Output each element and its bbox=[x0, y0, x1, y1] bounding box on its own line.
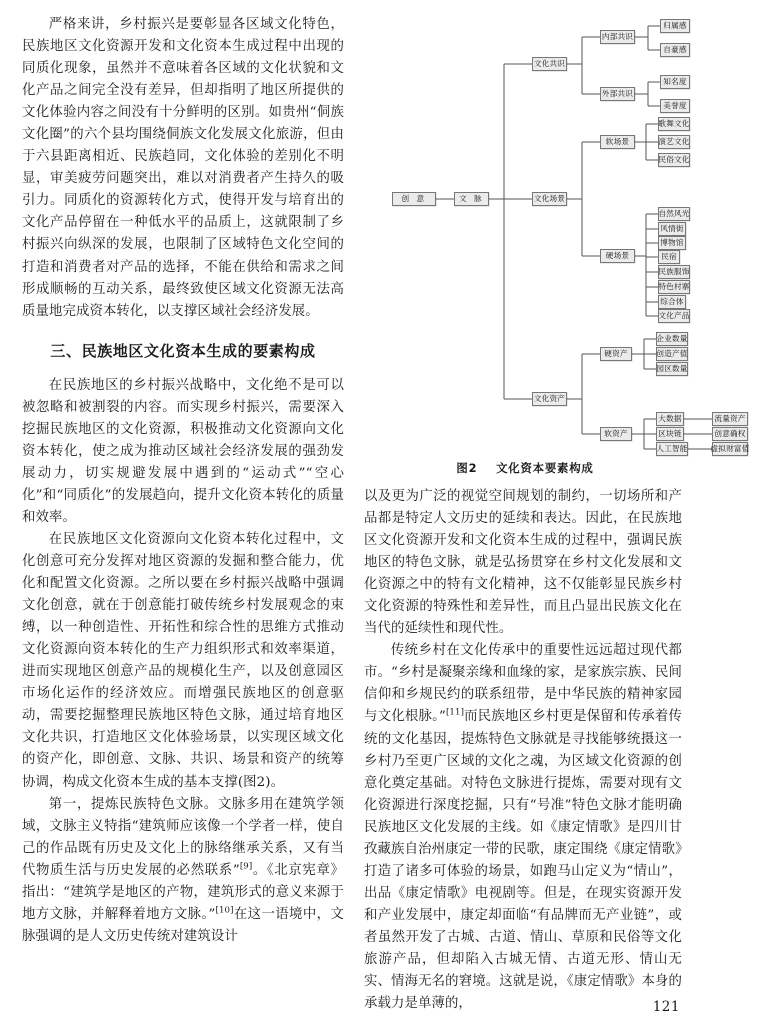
leaf-natural-scenery: 自然风光 bbox=[658, 207, 690, 221]
leaf-pride: 自豪感 bbox=[660, 43, 690, 57]
leaf-featured-village: 特色村寨 bbox=[658, 280, 690, 294]
node-root: 创 意 bbox=[392, 192, 436, 206]
leaf-cultural-product: 文化产品 bbox=[658, 309, 690, 323]
left-column bbox=[22, 14, 352, 1011]
leaf-performance-culture: 演艺文化 bbox=[658, 135, 690, 149]
node-branch-cultural-asset: 文化资产 bbox=[532, 392, 567, 406]
leaf-park-count: 园区数量 bbox=[656, 362, 688, 376]
paragraph-section-1: 在民族地区的乡村振兴战略中，文化绝不是可以被忽略和被割裂的内容。而实现乡村振兴，需要深入挖掘民族地区的文化资源，积极推动文化资源向文化资本转化，使之成为推动区域社会经济发展的强劲发展动力，切实规避发展中遇到的“运动式”“空心化”和“同质化”的发展趋向，提升文化资本转化的质量和效率。 bbox=[22, 377, 344, 525]
leaf-folk-street: 风情街 bbox=[658, 222, 686, 236]
figure-connector-lines bbox=[360, 14, 760, 454]
paragraph-right-2 bbox=[364, 640, 682, 1015]
figure-caption-label: 图2 bbox=[456, 461, 478, 475]
paragraph-part-1: 第一，提炼民族特色文脉。文脉多用在建筑学领域，文脉主义特指“建筑师应该像一个学者一样，使自己的作品既有历史及文化上的脉络继承关系，又有当代物质生活与历史发展的必然联系” bbox=[22, 796, 344, 878]
node-branch-cultural-scene: 文化场景 bbox=[532, 192, 567, 206]
two-column-layout bbox=[22, 14, 750, 1012]
page-number: 121 bbox=[652, 999, 680, 1015]
leaf-complex: 综合体 bbox=[658, 295, 686, 309]
reference-marker-9: [9] bbox=[239, 861, 253, 872]
node-soft-asset: 软资产 bbox=[600, 427, 632, 441]
leaf-big-data: 大数据 bbox=[656, 412, 684, 426]
leaf-output-value: 创造产值 bbox=[656, 347, 688, 361]
node-internal-consensus: 内部共识 bbox=[600, 30, 635, 44]
paragraph-section-2: 在民族地区文化资源向文化资本转化过程中，文化创意可充分发挥对地区资源的发掘和整合能力，优化和配置文化资源。之所以要在乡村振兴战略中强调文化创意，就在于创意能打破传统乡村发展观念的束缚，以一种创造性、开拓性和综合性的思维方式推动文化资源向资本转化的生产力组织形式和效率渠道，进而实现地区创意产品的规模化生产，以及创意园区市场化运作的经济效应。而增强民族地区的创意驱动，需要挖掘整理民族地区特色文脉，通过培育地区文化共识，打造地区文化体验场景，以实现区域文化的资产化，即创意、文脉、共识、场景和资产的统筹协调，构成文化资本生成的基本支撑(图2)。 bbox=[22, 531, 344, 790]
paragraph-section-3 bbox=[22, 794, 344, 948]
leaf-creative-right: 创意确权 bbox=[712, 427, 748, 441]
leaf-virtual-wealth: 虚拟财富值 bbox=[712, 442, 748, 456]
leaf-dance-culture: 歌舞文化 bbox=[658, 117, 690, 131]
node-external-consensus: 外部共识 bbox=[600, 87, 635, 101]
reference-marker-10: [10] bbox=[215, 905, 234, 916]
right-column bbox=[352, 14, 750, 1012]
node-hard-scene: 硬场景 bbox=[600, 249, 635, 263]
leaf-belonging: 归属感 bbox=[660, 19, 690, 33]
paragraph-intro: 严格来讲，乡村振兴是要彰显各区域文化特色，民族地区文化资源开发和文化资本生成过程中出现的同质化现象，虽然并不意味着各区域的文化状貌和文化产品之间完全没有差异，但却指明了地区所提供的文化体验内容之间没有十分鲜明的区别。如贵州“侗族文化圈”的六个县均围绕侗族文化发展文化旅游，但由于六县距离相近、民族趋同，文化体验的差别化不明显，审美疲劳问题突出，难以对消费者产生持久的吸引力。同质化的资源转化方式，使得开发与培育出的文化产品停留在一种低水平的品质上，这就限制了乡村振兴向纵深的发展，也限制了区域特色文化空间的打造和消费者对产品的选择，不能在供给和需求之间形成顺畅的互动关系，最终致使区域文化资源无法高质量地完成资本转化，以支撑区域社会经济发展。 bbox=[22, 17, 344, 319]
leaf-homestay: 民宿 bbox=[658, 250, 680, 264]
paragraph-right-part-2: 而民族地区乡村更是保留和传承着传统的文化基因，提炼特色文脉就是寻找能够统摄这一乡村乃至更广区域的文化之魂，为区域文化资源的创意化奠定基础。对特色文脉进行提炼，需要对现有文化资源进行深度挖掘，只有“号准”特色文脉才能明确民族地区文化发展的主线。如《康定情歌》是四川甘孜藏族自治州康定一带的民歌，康定围绕《康定情歌》打造了诸多可体验的场景，如跑马山定义为“情山”，出品《康定情歌》电视剧等。但是，在现实资源开发和产业发展中，康定却面临“有品牌而无产业链”，或者虽然开发了古城、古道、情山、草原和民俗等文化旅游产品，但却陷入古城无情、古道无形、情山无实、情海无名的窘境。这就是说，《康定情歌》本身的承载力是单薄的， bbox=[364, 709, 682, 1012]
figure-cultural-capital-elements bbox=[360, 14, 760, 454]
node-level1: 文 脉 bbox=[454, 192, 489, 206]
leaf-traffic-asset: 流量资产 bbox=[712, 412, 748, 426]
leaf-museum: 博物馆 bbox=[658, 236, 686, 250]
paragraph-right-1: 以及更为广泛的视觉空间规划的制约，一切场所和产品都是特定人文历史的延续和表达。因此，在民族地区文化资源开发和文化资本生成的过程中，强调民族地区的特色文脉，就是弘扬贯穿在乡村文化发展和文化资源之中的特有文化精神，这不仅能彰显民族乡村文化资源的特殊性和差异性，而且凸显出民族文化在当代的延续性和现代性。 bbox=[364, 489, 682, 637]
leaf-reputation: 美誉度 bbox=[660, 99, 690, 113]
node-soft-scene: 软场景 bbox=[600, 135, 635, 149]
reference-marker-11: [11] bbox=[445, 708, 465, 718]
leaf-ai: 人工智能 bbox=[656, 442, 688, 456]
node-hard-asset: 硬资产 bbox=[600, 347, 632, 361]
leaf-folk-culture: 民俗文化 bbox=[658, 153, 690, 167]
leaf-ethnic-costume: 民族服饰 bbox=[658, 265, 690, 279]
node-branch-cultural-consensus: 文化共识 bbox=[532, 57, 567, 71]
leaf-popularity: 知名度 bbox=[660, 75, 690, 89]
figure-caption bbox=[360, 460, 690, 476]
leaf-enterprise-count: 企业数量 bbox=[656, 332, 688, 346]
paragraph-part-2: 。《北京宪章》指出：“建筑学是地区的产物，建筑形式的意义来源于地方文脉，并解释着地方文脉。” bbox=[22, 862, 344, 922]
section-heading: 三、民族地区文化资本生成的要素构成 bbox=[50, 341, 316, 360]
paragraph-part-3: 在这一语境中，文脉强调的是人文历史传统对建筑设计 bbox=[22, 906, 344, 944]
paragraph-right-part-1: 传统乡村在文化传承中的重要性远远超过现代都市。“乡村是凝聚亲缘和血缘的家，是家族宗族、民间信仰和乡规民约的联系纽带，是中华民族的精神家园与文化根脉。” bbox=[364, 643, 682, 725]
leaf-blockchain: 区块链 bbox=[656, 427, 684, 441]
figure-caption-title: 文化资本要素构成 bbox=[496, 461, 594, 475]
